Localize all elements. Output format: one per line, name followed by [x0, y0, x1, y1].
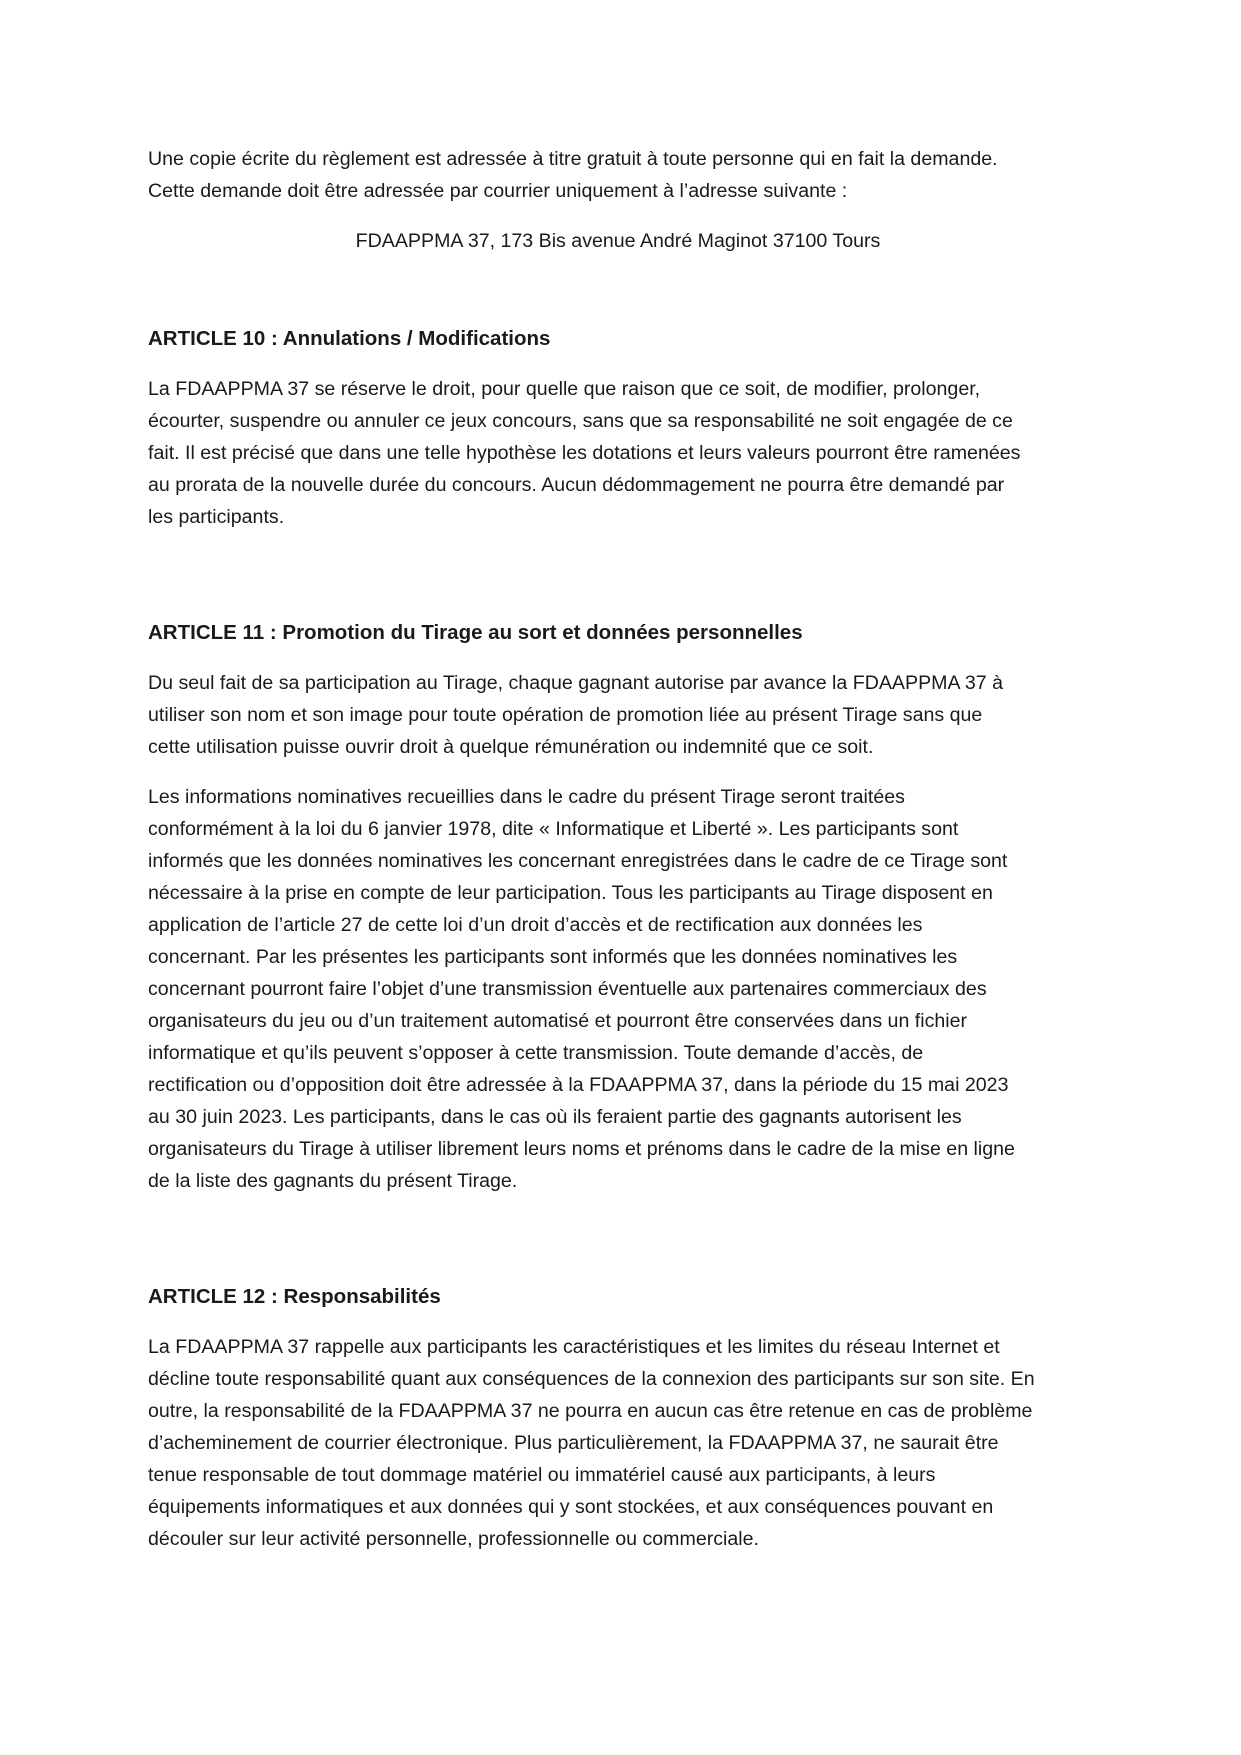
text-line: organisateurs du jeu ou d’un traitement automatisé et pourront être conservées dans un fichier — [148, 1010, 968, 1032]
text-line: découler sur leur activité personnelle, professionnelle ou commerciale. — [148, 1528, 759, 1550]
text-line: d’acheminement de courrier électronique. Plus particulièrement, la FDAAPPMA 37, ne saurait être — [148, 1432, 999, 1454]
text-line: Les informations nominatives recueillies dans le cadre du présent Tirage seront traitées — [148, 786, 905, 808]
text-line: conformément à la loi du 6 janvier 1978, dite « Informatique et Liberté ». Les participants sont — [148, 818, 959, 840]
text-line: La FDAAPPMA 37 rappelle aux participants les caractéristiques et les limites du réseau Internet et — [148, 1336, 1000, 1358]
text-line: les participants. — [148, 506, 285, 528]
article-10-paragraph — [148, 373, 1098, 533]
text-line: concernant pourront faire l’objet d’une transmission éventuelle aux partenaires commerciaux des — [148, 978, 987, 1000]
text-line: nécessaire à la prise en compte de leur participation. Tous les participants au Tirage disposent en — [148, 882, 993, 904]
text-line: outre, la responsabilité de la FDAAPPMA 37 ne pourra en aucun cas être retenue en cas de problème — [148, 1400, 1033, 1422]
article-12-paragraph — [148, 1331, 1098, 1555]
text-line: tenue responsable de tout dommage matériel ou immatériel causé aux participants, à leurs — [148, 1464, 936, 1486]
text-line: La FDAAPPMA 37 se réserve le droit, pour quelle que raison que ce soit, de modifier, prolonger, — [148, 378, 981, 400]
text-line: Cette demande doit être adressée par courrier uniquement à l’adresse suivante : — [148, 180, 848, 202]
text-line: utiliser son nom et son image pour toute opération de promotion liée au présent Tirage sans que — [148, 704, 983, 726]
article-10-heading: ARTICLE 10 : Annulations / Modifications — [148, 327, 551, 350]
document-page — [148, 143, 1098, 1573]
article-11-heading: ARTICLE 11 : Promotion du Tirage au sort et données personnelles — [148, 621, 803, 644]
text-line: de la liste des gagnants du présent Tirage. — [148, 1170, 518, 1192]
text-line: informés que les données nominatives les concernant enregistrées dans le cadre de ce Tirage sont — [148, 850, 1008, 872]
intro-paragraph — [148, 143, 1098, 207]
text-line: application de l’article 27 de cette loi d’un droit d’accès et de rectification aux données les — [148, 914, 923, 936]
article-11-paragraph-2 — [148, 781, 1098, 1197]
text-line: équipements informatiques et aux données qui y sont stockées, et aux conséquences pouvant en — [148, 1496, 994, 1518]
text-line: fait. Il est précisé que dans une telle hypothèse les dotations et leurs valeurs pourront être ramenées — [148, 442, 1021, 464]
text-line: au prorata de la nouvelle durée du concours. Aucun dédommagement ne pourra être demandé par — [148, 474, 1005, 496]
text-line: au 30 juin 2023. Les participants, dans le cas où ils feraient partie des gagnants autorisent les — [148, 1106, 962, 1128]
text-line: décline toute responsabilité quant aux conséquences de la connexion des participants sur son site. En — [148, 1368, 1035, 1390]
article-11-paragraph-1 — [148, 667, 1098, 763]
text-line: organisateurs du Tirage à utiliser librement leurs noms et prénoms dans le cadre de la mise en ligne — [148, 1138, 1015, 1160]
text-line: concernant. Par les présentes les participants sont informés que les données nominatives les — [148, 946, 958, 968]
text-line: rectification ou d’opposition doit être adressée à la FDAAPPMA 37, dans la période du 15 mai 2023 — [148, 1074, 1009, 1096]
text-line: Du seul fait de sa participation au Tirage, chaque gagnant autorise par avance la FDAAPPMA 37 à — [148, 672, 1004, 694]
postal-address: FDAAPPMA 37, 173 Bis avenue André Maginot 37100 Tours — [355, 230, 881, 252]
article-12-heading: ARTICLE 12 : Responsabilités — [148, 1285, 441, 1308]
text-line: cette utilisation puisse ouvrir droit à quelque rémunération ou indemnité que ce soit. — [148, 736, 874, 758]
text-line: écourter, suspendre ou annuler ce jeux concours, sans que sa responsabilité ne soit engagée de ce — [148, 410, 1013, 432]
text-line: Une copie écrite du règlement est adressée à titre gratuit à toute personne qui en fait la demande. — [148, 148, 998, 170]
text-line: informatique et qu’ils peuvent s’opposer à cette transmission. Toute demande d’accès, de — [148, 1042, 924, 1064]
